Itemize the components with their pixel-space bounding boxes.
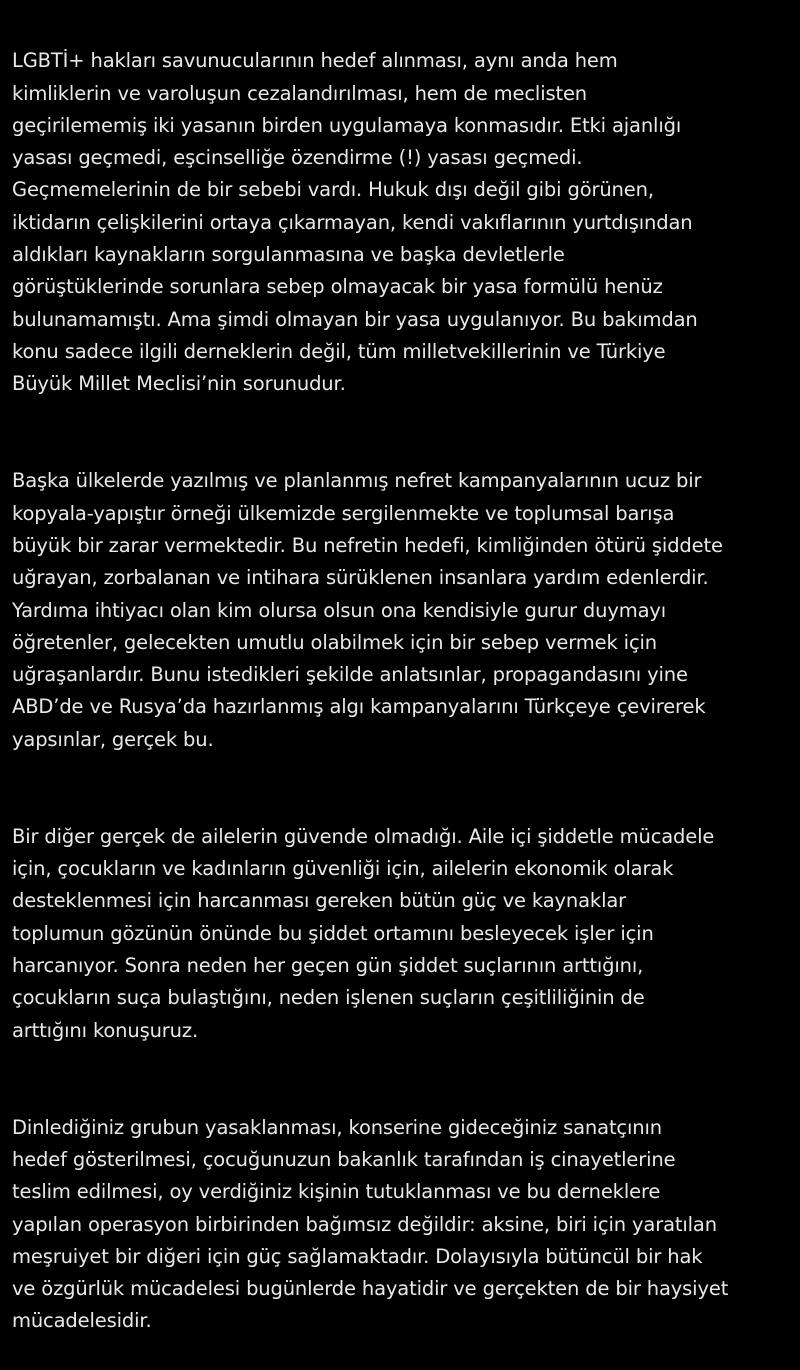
post-body bbox=[12, 13, 796, 1370]
post-paragraph-2: Başka ülkelerde yazılmış ve planlanmış nefret kampanyalarının ucuz bir kopyala-yapıştır örneği ülkemizde sergilenmekte ve toplumsal barışa büyük bir zarar vermektedir. Bu nefretin hedefi, kimliğinden ötürü şiddete uğrayan, zorbalanan ve intihara sürüklenen insanlara yardım edenlerdir. Yardıma ihtiyacı olan kim olursa olsun ona kendisiyle gurur duymayı öğretenler, gelecekten umutlu olabilmek için bir sebep vermek için uğraşanlardır. Bunu istedikleri şekilde anlatsınlar, propagandasını yine ABD’de ve Rusya’da hazırlanmış algı kampanyalarını Türkçeye çevirerek yapsınlar, gerçek bu. bbox=[12, 469, 723, 751]
post-paragraph-3: Bir diğer gerçek de ailelerin güvende olmadığı. Aile içi şiddetle mücadele için, çocukların ve kadınların güvenliği için, ailelerin ekonomik olarak desteklenmesi için harcanması gereken bütün güç ve kaynaklar toplumun gözünün önünde bu şiddet ortamını besleyecek işler için harcanıyor. Sonra neden her geçen gün şiddet suçlarının arttığını, çocukların suça bulaştığını, neden işlenen suçların çeşitliliğinin de arttığını konuşuruz. bbox=[12, 824, 715, 1042]
post-paragraph-4: Dinlediğiniz grubun yasaklanması, konserine gideceğiniz sanatçının hedef gösterilmesi, çocuğunuzun bakanlık tarafından iş cinayetlerine teslim edilmesi, oy verdiğiniz kişinin tutuklanması ve bu derneklere yapılan operasyon birbirinden bağımsız değildir: aksine, biri için yaratılan meşruiyet bir diğeri için güç sağlamaktadır. Dolayısıyla bütüncül bir hak ve özgürlük mücadelesi bugünlerde hayatidir ve gerçekten de bir haysiyet mücadelesidir. bbox=[12, 1115, 729, 1333]
post-paragraph-1: LGBTİ+ hakları savunucularının hedef alınması, aynı anda hem kimliklerin ve varoluşun cezalandırılması, hem de meclisten geçirilememiş iki yasanın birden uygulamaya konmasıdır. Etki ajanlığı yasası geçmedi, eşcinselliğe özendirme (!) yasası geçmedi. Geçmemelerinin de bir sebebi vardı. Hukuk dışı değil gibi görünen, iktidarın çelişkilerini ortaya çıkarmayan, kendi vakıflarının yurtdışından aldıkları kaynakların sorgulanmasına ve başka devletlerle görüştüklerinde sorunlara sebep olmayacak bir yasa formülü henüz bulunamamıştı. Ama şimdi olmayan bir yasa uygulanıyor. Bu bakımdan konu sadece ilgili derneklerin değil, tüm milletvekillerinin ve Türkiye Büyük Millet Meclisi’nin sorunudur. bbox=[12, 49, 698, 396]
